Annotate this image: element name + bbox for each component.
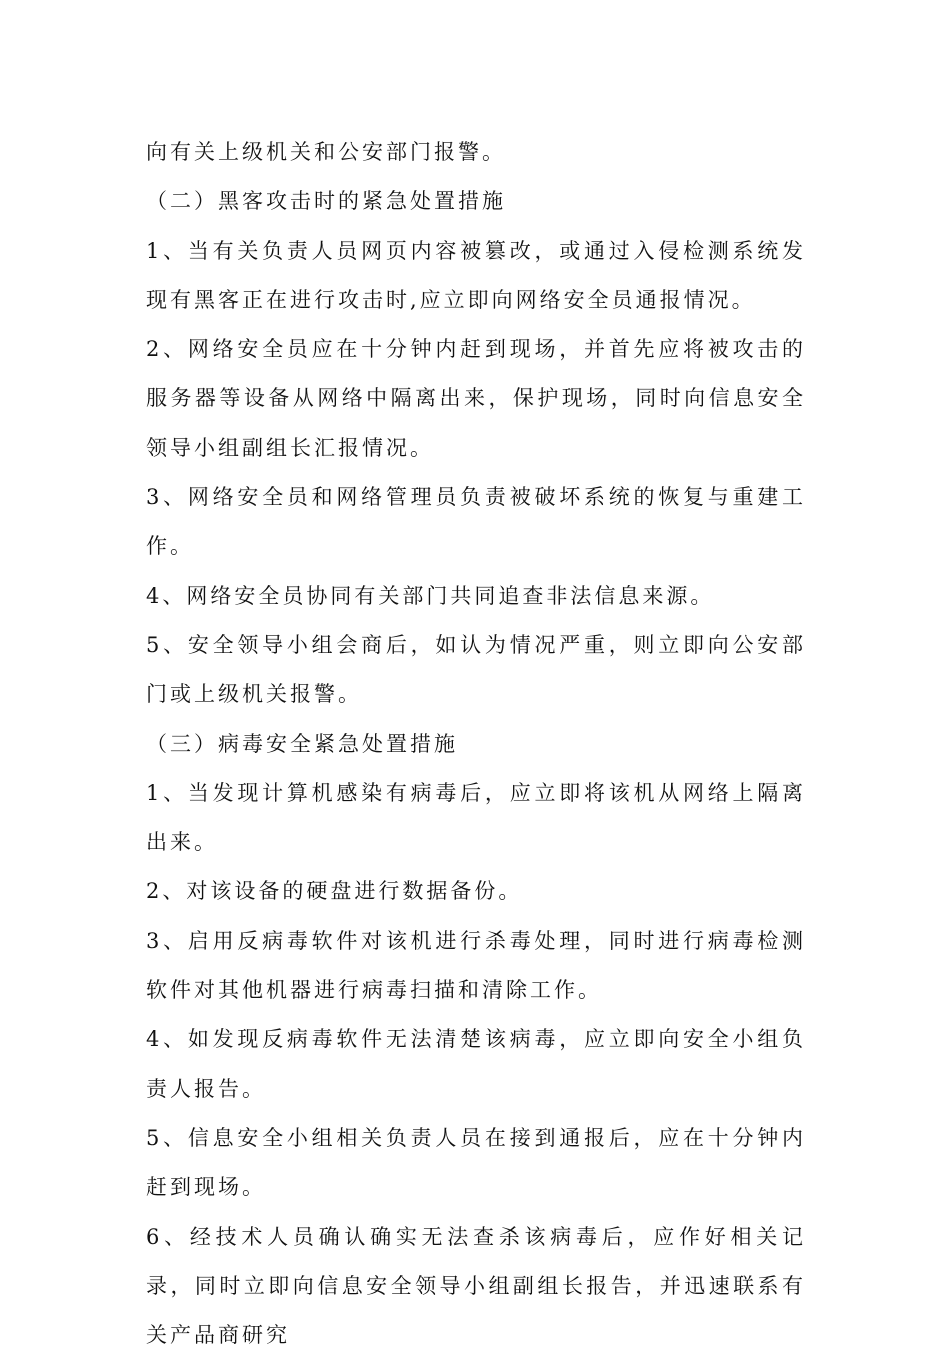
- paragraph-virus-step-4: 4、如发现反病毒软件无法清楚该病毒，应立即向安全小组负责人报告。: [146, 1027, 806, 1101]
- section-heading-virus-security: （三）病毒安全紧急处置措施: [146, 731, 458, 756]
- paragraph-virus-step-2: 2、对该设备的硬盘进行数据备份。: [146, 879, 523, 904]
- paragraph-hacker-step-1: 1、当有关负责人员网页内容被篡改，或通过入侵检测系统发现有黑客正在进行攻击时,应立即向网络安全员通报情况。: [146, 238, 806, 312]
- document-body: [146, 128, 806, 1360]
- paragraph-virus-step-5: 5、信息安全小组相关负责人员在接到通报后，应在十分钟内赶到现场。: [146, 1125, 806, 1200]
- paragraph-virus-step-6: 6、经技术人员确认确实无法查杀该病毒后，应作好相关记录，同时立即向信息安全领导小组副组长报告，并迅速联系有关产品商研究: [146, 1224, 806, 1348]
- paragraph-hacker-step-2: 2、网络安全员应在十分钟内赶到现场，并首先应将被攻击的服务器等设备从网络中隔离出来，保护现场，同时向信息安全领导小组副组长汇报情况。: [146, 337, 806, 460]
- section-heading-hacker-attack: （二）黑客攻击时的紧急处置措施: [146, 189, 506, 214]
- paragraph-virus-step-1: 1、当发现计算机感染有病毒后，应立即将该机从网络上隔离出来。: [146, 780, 806, 855]
- paragraph-continuation-report: 向有关上级机关和公安部门报警。: [146, 140, 506, 164]
- paragraph-virus-step-3: 3、启用反病毒软件对该机进行杀毒处理，同时进行病毒检测软件对其他机器进行病毒扫描和清除工作。: [146, 928, 806, 1003]
- paragraph-hacker-step-3: 3、网络安全员和网络管理员负责被破坏系统的恢复与重建工作。: [146, 485, 806, 559]
- paragraph-hacker-step-5: 5、安全领导小组会商后，如认为情况严重，则立即向公安部门或上级机关报警。: [146, 632, 806, 707]
- paragraph-hacker-step-4: 4、网络安全员协同有关部门共同追查非法信息来源。: [146, 583, 715, 608]
